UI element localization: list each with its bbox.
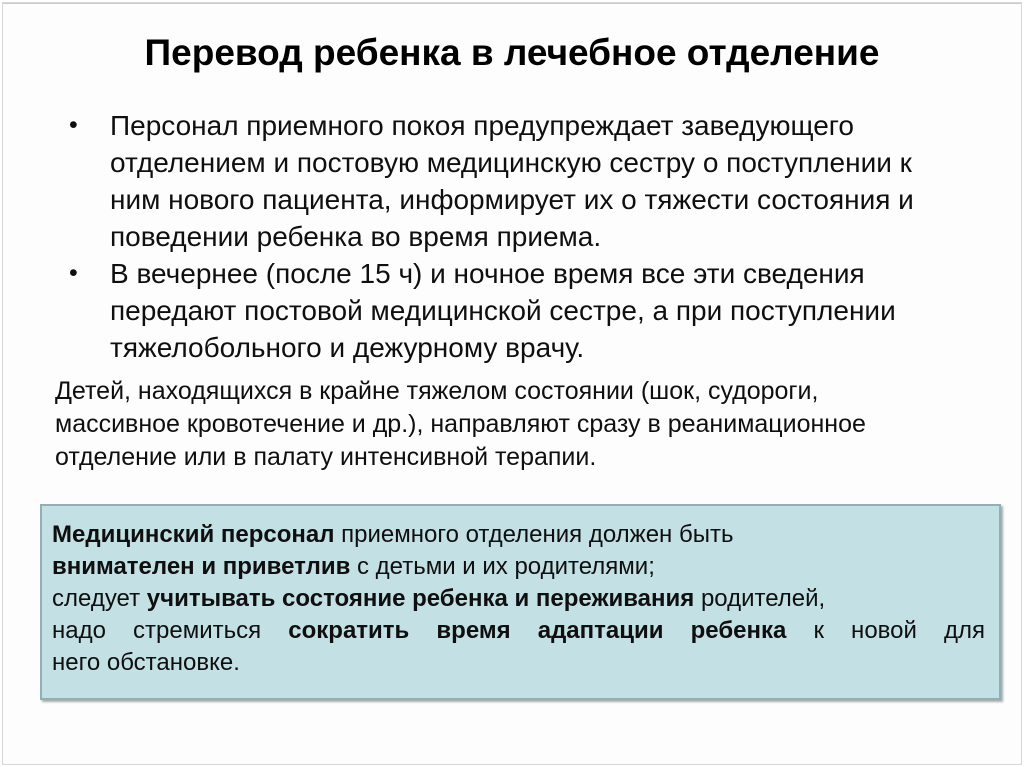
text-line <box>52 551 985 583</box>
bullet-item <box>65 107 981 255</box>
text-segment: внимателен и приветлив <box>52 553 351 580</box>
text-segment: учитывать состояние ребенка и переживания <box>146 585 695 612</box>
bullet-text <box>110 255 981 366</box>
text-line: Детей, находящихся в крайне тяжелом состоянии (шок, судороги, <box>55 377 819 405</box>
text-line: отделением и постовую медицинскую сестру о поступлении к <box>110 147 912 178</box>
note-box <box>40 504 1001 700</box>
text-line <box>52 615 985 647</box>
bullet-item <box>65 255 981 366</box>
paragraph <box>55 375 981 474</box>
text-line <box>52 583 985 615</box>
text-segment: надо стремиться <box>52 617 289 644</box>
bullet-icon: • <box>69 111 78 139</box>
text-line: передают постовой медицинской сестре, а при поступлении <box>110 295 896 326</box>
slide <box>2 2 1022 765</box>
text-line: отделение или в палату интенсивной терапии. <box>55 443 597 471</box>
text-line: ним нового пациента, информирует их о тяжести состояния и <box>110 184 914 215</box>
bullet-text <box>110 107 981 255</box>
text-line: Персонал приемного покоя предупреждает заведующего <box>110 110 854 141</box>
text-line: поведении ребенка во время приема. <box>110 221 602 252</box>
text-segment: него обстановке. <box>52 649 240 676</box>
text-line: массивное кровотечение и др.), направляют сразу в реанимационное <box>55 410 866 438</box>
text-segment: следует <box>52 585 147 612</box>
text-segment: Медицинский персонал <box>52 521 335 548</box>
text-line <box>52 647 985 679</box>
text-line: тяжелобольного и дежурному врачу. <box>110 332 585 363</box>
text-segment: приемного отделения должен быть <box>334 521 734 548</box>
text-segment: к новой для <box>786 617 986 644</box>
text-line: В вечернее (после 15 ч) и ночное время все эти сведения <box>110 258 865 289</box>
slide-title: Перевод ребенка в лечебное отделение <box>144 32 880 73</box>
text-line <box>52 519 985 551</box>
text-segment: с детьми и их родителями; <box>350 553 655 580</box>
text-segment: родителей, <box>694 585 826 612</box>
bullet-icon: • <box>69 259 78 287</box>
bullet-list <box>65 107 981 366</box>
text-segment: сократить время адаптации ребенка <box>288 617 787 644</box>
